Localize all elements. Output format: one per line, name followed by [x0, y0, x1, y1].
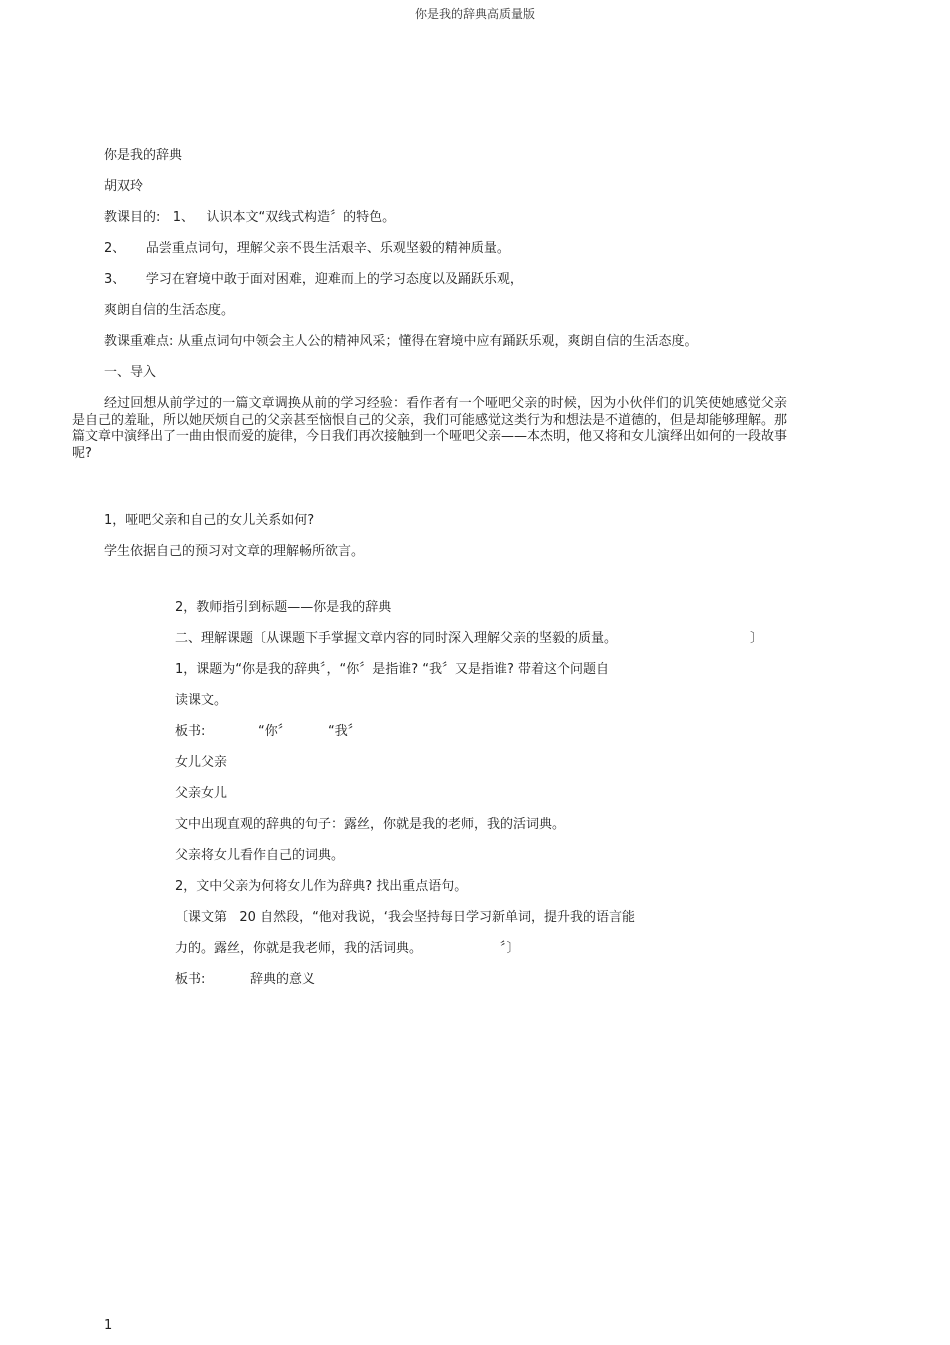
doc-title: 你是我的辞典	[104, 148, 183, 163]
quote-line-2: 力的。露丝，你就是我老师，我的活词典。	[175, 941, 423, 956]
board-you: “你〞	[258, 724, 291, 739]
intro-paragraph: 经过回想从前学过的一篇文章调换从前的学习经验：看作者有一个哑吧父亲的时候，因为小伙伴们的讥笑使她感觉父亲是自己的羞耻，所以她厌烦自己的父亲甚至恼恨自己的父亲，我们可能感觉这类行为和想法是不道德的，但是却能够理解。那篇文章中演绎出了一曲由恨而爱的旋律，今日我们再次接触到一个哑吧父亲——本杰明，他又将和女儿演绎出如何的一段故事呢?	[72, 396, 788, 461]
board-row-2: 父亲女儿	[175, 786, 228, 801]
page-number: 1	[104, 1318, 113, 1333]
teaching-goal-1: 教课目的: 1、 认识本文“双线式构造〞的特色。	[104, 210, 396, 225]
question-1: 1，哑吧父亲和自己的女儿关系如何?	[104, 513, 315, 528]
teaching-goal-3: 3、 学习在窘境中敢于面对困难，迎难而上的学习态度以及踊跃乐观，	[104, 272, 523, 287]
board-2-text: 辞典的意义	[250, 972, 316, 987]
question-2: 2，教师指引到标题——你是我的辞典	[175, 600, 392, 615]
quote-line-2-end: 〞〕	[500, 941, 520, 956]
item-1: 1，课题为“你是我的辞典〞，“你〞是指谁? “我〞又是指谁? 带着这个问题自	[175, 662, 610, 677]
dictionary-sentence: 文中出现直观的辞典的句子：露丝，你就是我的老师，我的活词典。	[175, 817, 566, 832]
teaching-goal-2: 2、 品尝重点词句，理解父亲不畏生活艰辛、乐观坚毅的精神质量。	[104, 241, 510, 256]
board-me: “我〞	[328, 724, 361, 739]
quote-line-1: 〔课文第 20 自然段，“他对我说，‘我会坚持每日学习新单词，提升我的语言能	[175, 910, 635, 925]
item-1-cont: 读课文。	[175, 693, 228, 708]
page-header-title: 你是我的辞典高质量版	[414, 7, 535, 21]
board-2-label: 板书:	[175, 972, 206, 987]
teaching-goal-3-cont: 爽朗自信的生活态度。	[104, 303, 235, 318]
board-label: 板书:	[175, 724, 206, 739]
board-row-1: 女儿父亲	[175, 755, 228, 770]
teaching-difficulty: 教课重难点: 从重点词句中领会主人公的精神风采；懂得在窘境中应有踊跃乐观，爽朗自信的生活态度。	[104, 334, 698, 349]
item-2: 2，文中父亲为何将女儿作为辞典? 找出重点语句。	[175, 879, 468, 894]
section-heading-close-bracket: 〕	[750, 631, 764, 646]
question-1-answer: 学生依据自己的预习对文章的理解畅所欲言。	[104, 544, 365, 559]
section-heading-intro: 一、导入	[104, 365, 157, 380]
doc-author: 胡双玲	[104, 179, 144, 194]
father-sees-daughter: 父亲将女儿看作自己的词典。	[175, 848, 345, 863]
section-heading-title: 二、理解课题〔从课题下手掌握文章内容的同时深入理解父亲的坚毅的质量。	[175, 631, 618, 646]
